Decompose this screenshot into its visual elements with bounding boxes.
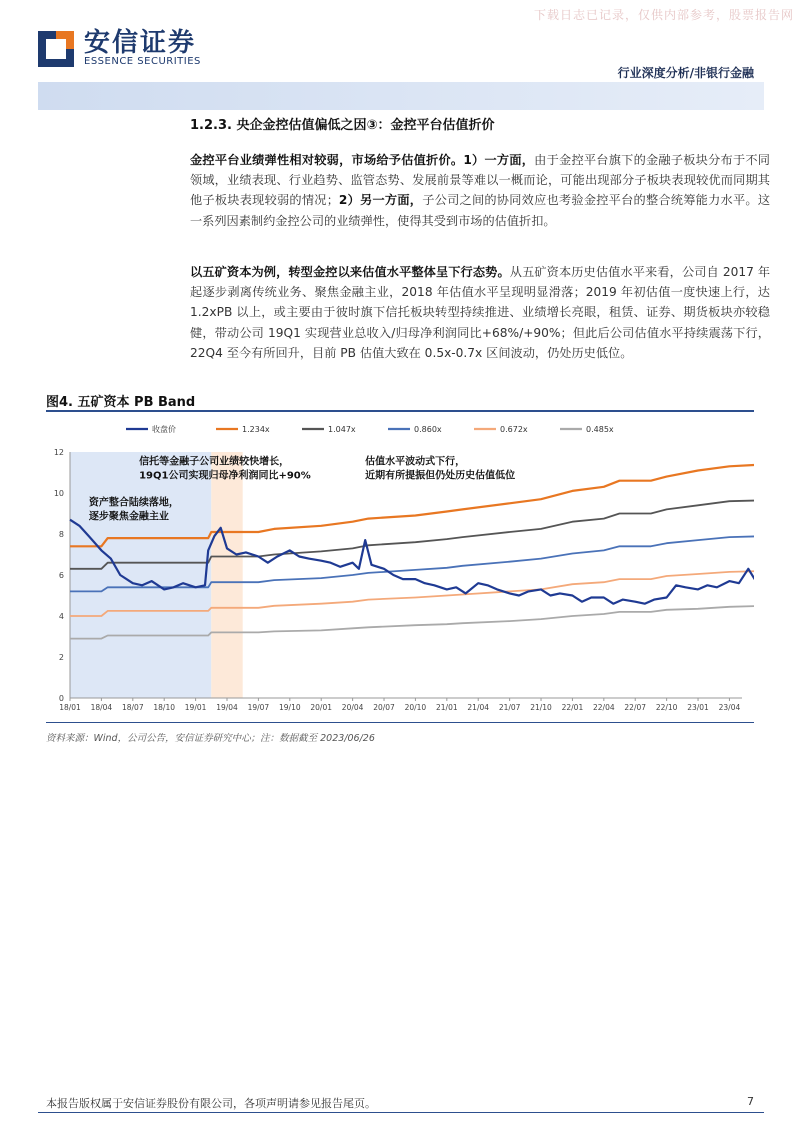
footer-disclaimer: 本报告版权属于安信证券股份有限公司，各项声明请参见报告尾页。 <box>46 1097 376 1110</box>
x-tick-label: 19/07 <box>247 703 270 712</box>
x-tick-label: 18/10 <box>153 703 176 712</box>
paragraph-2-lead: 以五矿资本为例，转型金控以来估值水平整体呈下行态势。 <box>190 265 510 279</box>
figure-title: 图4. 五矿资本 PB Band <box>46 395 196 410</box>
annotation-text: 估值水平波动式下行， <box>365 456 466 468</box>
annotation-text: 近期有所提振但仍处历史估值低位 <box>365 470 516 482</box>
x-tick-label: 20/10 <box>404 703 427 712</box>
legend-label: 1.047x <box>328 425 356 434</box>
legend-label: 1.234x <box>242 425 270 434</box>
y-tick-label: 4 <box>58 612 64 621</box>
header-bar <box>38 82 764 110</box>
legend-label: 0.485x <box>586 425 614 434</box>
x-tick-label: 22/07 <box>624 703 647 712</box>
company-name-en: ESSENCE SECURITIES <box>84 56 201 67</box>
paragraph-1-body1: 由于金控平台旗下的金融子板块分布于不同领域，业绩表现、行业趋势、监管态势、发展前景等难以一概而论，可能出现部分子板块表现较优而同期其他子板块表现较弱的情况； <box>190 153 770 208</box>
x-tick-label: 21/01 <box>436 703 458 712</box>
paragraph-2 <box>190 262 770 363</box>
x-tick-label: 18/01 <box>59 703 81 712</box>
x-tick-label: 22/01 <box>561 703 584 712</box>
x-tick-label: 22/04 <box>593 703 615 712</box>
shaded-period-0 <box>70 452 211 698</box>
x-tick-label: 23/04 <box>718 703 741 712</box>
y-tick-label: 8 <box>58 530 64 539</box>
page-number: 7 <box>747 1095 754 1108</box>
x-tick-label: 19/04 <box>216 703 238 712</box>
y-tick-label: 2 <box>58 653 64 662</box>
paragraph-1-body2: 子公司之间的协同效应也考验金控平台的整合统筹能力水平。这一系列因素制约金控公司的业绩弹性，使得其受到市场的估值折扣。 <box>190 193 771 228</box>
x-tick-label: 21/04 <box>467 703 490 712</box>
legend-label: 0.860x <box>414 425 442 434</box>
section-title: 1.2.3. 央企金控估值偏低之因③：金控平台估值折价 <box>190 118 495 133</box>
annotation-text: 逐步聚焦金融主业 <box>88 511 169 523</box>
figure-bottom-rule <box>46 722 754 723</box>
x-tick-label: 18/07 <box>121 703 144 712</box>
paragraph-2-body1: 从五矿资本历史估值水平来看，公司自 2017 年起逐步剥离传统业务、聚焦金融主业，2018 年估值水平呈现明显滑落；2019 年初估值一度快速上行，达 1.2xPB 以上，或主要由于彼时旗下信托板块转型持续推进、业绩增长亮眼，租赁、证券、期货板块亦较稳健，带动公司 19Q1 实现营业总收入/归母净利润同比+68%/+90%；但此后公司估值水平持续震荡下行，22Q4 至今有所回升，目前 PB 估值大致在 0.5x-0.7x 区间波动，仍处历史低位。 <box>190 265 771 360</box>
paragraph-1-lead: 金控平台业绩弹性相对较弱，市场给予估值折价。1）一方面， <box>190 153 535 167</box>
annotation-text: 信托等金融子公司业绩较快增长， <box>139 456 290 468</box>
figure-source: 资料来源：Wind，公司公告，安信证券研究中心；注：数据截至 2023/06/26 <box>46 733 375 744</box>
x-tick-label: 20/04 <box>341 703 364 712</box>
footer-rule <box>38 1112 764 1113</box>
legend-label: 0.672x <box>500 425 528 434</box>
annotation-text: 资产整合陆续落地， <box>88 497 179 509</box>
x-tick-label: 19/01 <box>184 703 207 712</box>
company-logo <box>38 30 201 67</box>
y-tick-label: 6 <box>58 571 64 580</box>
company-name-cn: 安信证券 <box>84 28 197 58</box>
y-tick-label: 0 <box>58 694 64 703</box>
y-tick-label: 10 <box>53 489 64 498</box>
figure-top-rule <box>46 410 754 412</box>
annotation-text: 19Q1公司实现归母净利润同比+90% <box>139 470 311 482</box>
paragraph-1-lead2: 2）另一方面， <box>338 193 423 208</box>
x-tick-label: 22/10 <box>655 703 678 712</box>
report-type: 行业深度分析/非银行金融 <box>617 66 754 80</box>
x-tick-label: 18/04 <box>90 703 113 712</box>
legend-label: 收盘价 <box>152 425 176 434</box>
y-tick-label: 12 <box>53 448 64 457</box>
watermark: 下载日志已记录，仅供内部参考，股票报告网 <box>533 8 794 22</box>
x-tick-label: 21/10 <box>530 703 552 712</box>
x-tick-label: 19/10 <box>279 703 301 712</box>
pb-band-chart-svg <box>46 416 754 716</box>
pb-band-chart <box>46 416 754 716</box>
x-tick-label: 21/07 <box>498 703 521 712</box>
paragraph-1 <box>190 150 770 231</box>
logo-mark-icon <box>38 31 74 67</box>
x-tick-label: 20/07 <box>373 703 395 712</box>
x-tick-label: 20/01 <box>310 703 333 712</box>
shaded-period-1 <box>211 452 242 698</box>
x-tick-label: 23/01 <box>687 703 709 712</box>
